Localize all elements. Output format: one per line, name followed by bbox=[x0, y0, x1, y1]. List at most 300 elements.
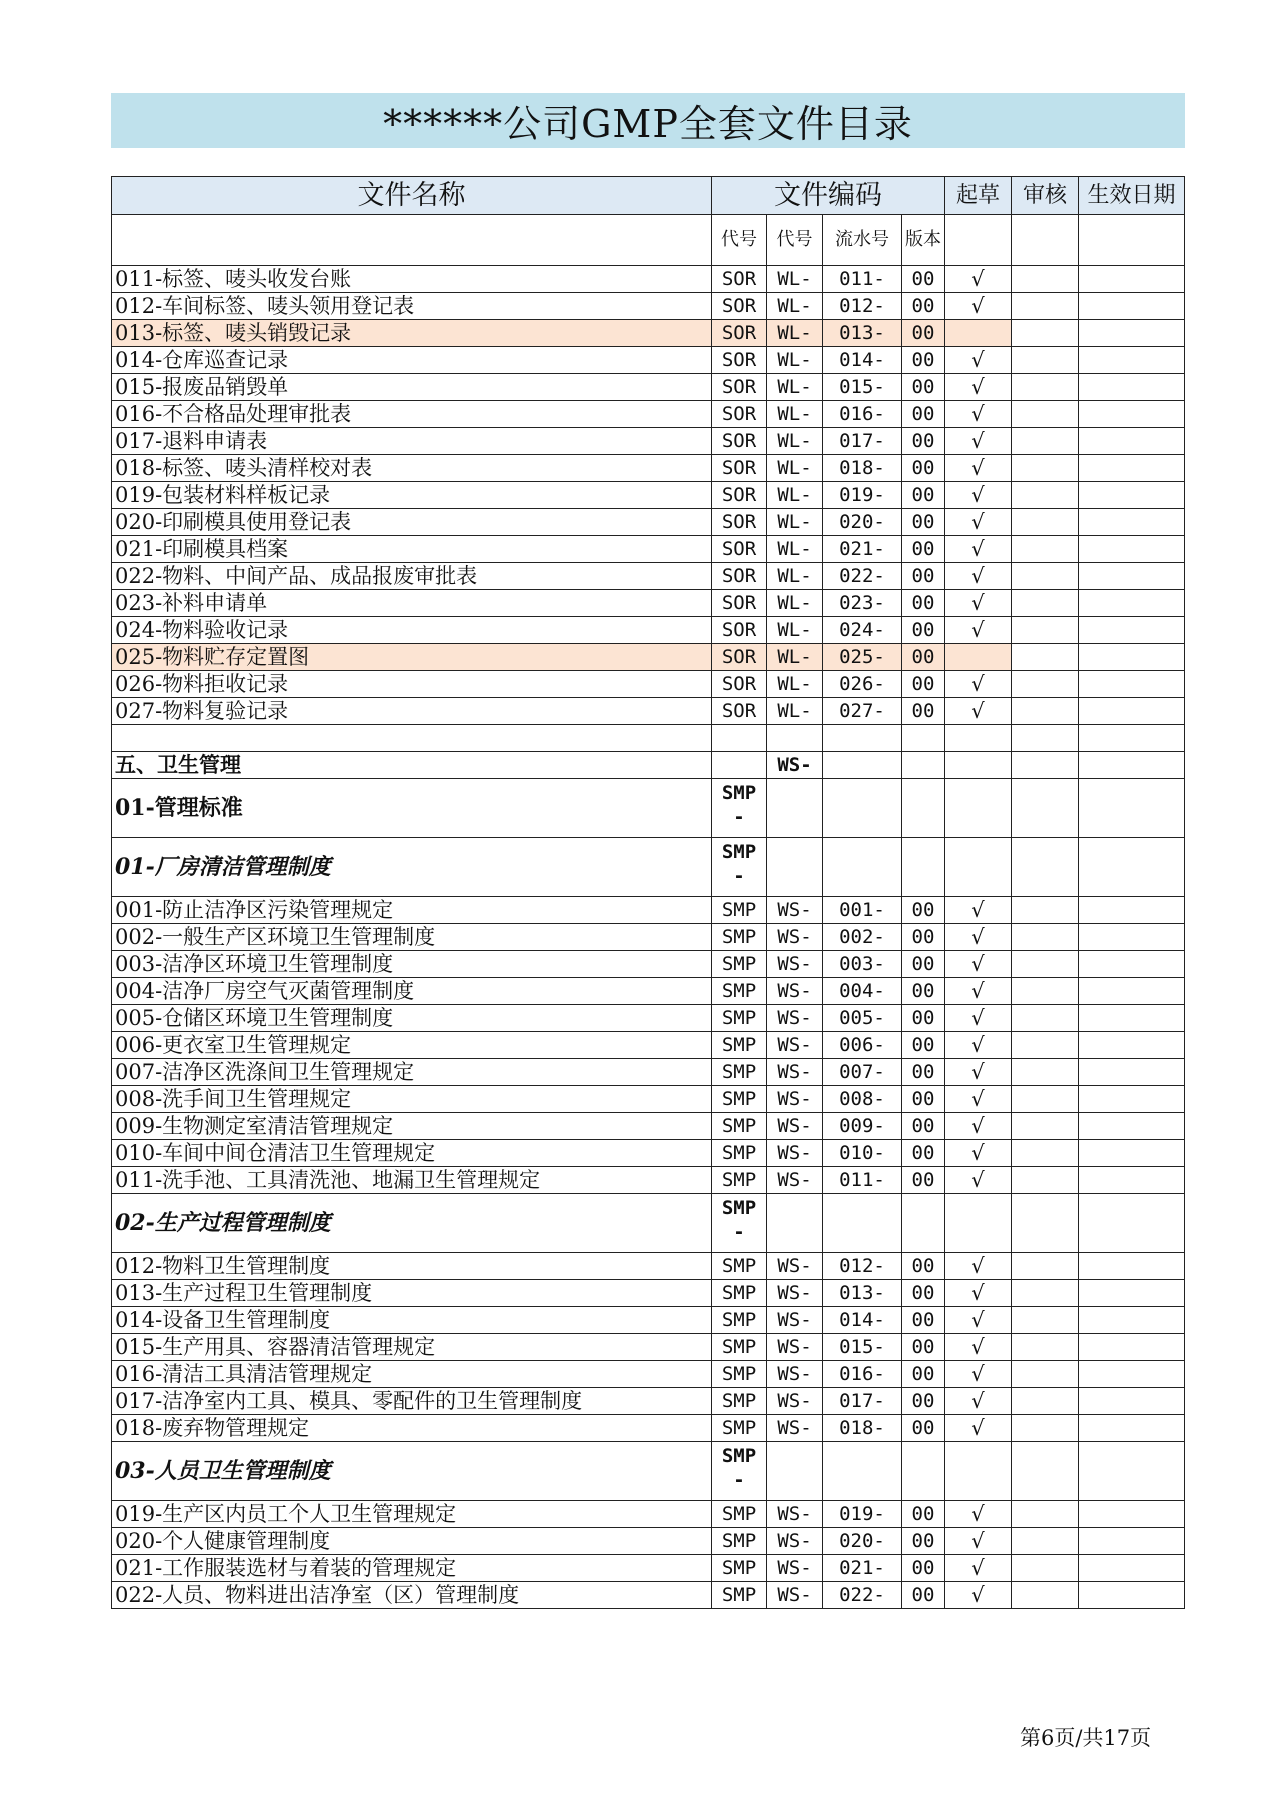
code-dept: WS- bbox=[767, 1167, 823, 1194]
effective-date-cell bbox=[1079, 509, 1185, 536]
serial-number: 002- bbox=[823, 924, 902, 951]
draft-check: √ bbox=[945, 1307, 1012, 1334]
serial-number: 012- bbox=[823, 293, 902, 320]
empty-cell bbox=[902, 1194, 945, 1253]
empty-cell bbox=[945, 838, 1012, 897]
code-dept: WS- bbox=[767, 1032, 823, 1059]
code-prefix: SOR bbox=[712, 509, 767, 536]
code-dept: WL- bbox=[767, 347, 823, 374]
table-row bbox=[112, 951, 1185, 978]
effective-date-cell bbox=[1079, 1415, 1185, 1442]
empty-cell bbox=[767, 1442, 823, 1501]
review-cell bbox=[1012, 1005, 1079, 1032]
empty-cell bbox=[1079, 1194, 1185, 1253]
version: 00 bbox=[902, 924, 945, 951]
review-cell bbox=[1012, 563, 1079, 590]
draft-check: √ bbox=[945, 1059, 1012, 1086]
code-dept: WL- bbox=[767, 590, 823, 617]
header-draft: 起草 bbox=[945, 177, 1012, 215]
table-row bbox=[112, 1361, 1185, 1388]
effective-date-cell bbox=[1079, 897, 1185, 924]
table-row bbox=[112, 347, 1185, 374]
code-dept: WL- bbox=[767, 320, 823, 347]
code-dept: WS- bbox=[767, 1280, 823, 1307]
empty-cell bbox=[112, 725, 712, 752]
table-row bbox=[112, 1501, 1185, 1528]
empty-cell bbox=[902, 725, 945, 752]
effective-date-cell bbox=[1079, 1361, 1185, 1388]
code-prefix: SOR bbox=[712, 347, 767, 374]
serial-number: 020- bbox=[823, 1528, 902, 1555]
code-dept: WS- bbox=[767, 951, 823, 978]
code-dept: WS- bbox=[767, 1555, 823, 1582]
version: 00 bbox=[902, 1167, 945, 1194]
table-row bbox=[112, 978, 1185, 1005]
code-prefix: SOR bbox=[712, 374, 767, 401]
code-dept: WL- bbox=[767, 644, 823, 671]
draft-check: √ bbox=[945, 1086, 1012, 1113]
draft-check: √ bbox=[945, 401, 1012, 428]
empty-cell bbox=[1079, 838, 1185, 897]
empty-cell bbox=[1079, 779, 1185, 838]
category-code-dash: - bbox=[733, 1469, 745, 1491]
code-prefix: SMP bbox=[712, 1086, 767, 1113]
code-prefix: SOR bbox=[712, 644, 767, 671]
file-name: 022-物料、中间产品、成品报废审批表 bbox=[112, 563, 712, 590]
table-row bbox=[112, 698, 1185, 725]
empty-cell bbox=[767, 1194, 823, 1253]
category-row bbox=[112, 838, 1185, 897]
file-name: 022-人员、物料进出洁净室（区）管理制度 bbox=[112, 1582, 712, 1609]
serial-number: 022- bbox=[823, 1582, 902, 1609]
review-cell bbox=[1012, 897, 1079, 924]
effective-date-cell bbox=[1079, 1555, 1185, 1582]
table-row bbox=[112, 293, 1185, 320]
table-row bbox=[112, 924, 1185, 951]
review-cell bbox=[1012, 509, 1079, 536]
table-row bbox=[112, 1555, 1185, 1582]
review-cell bbox=[1012, 671, 1079, 698]
effective-date-cell bbox=[1079, 1307, 1185, 1334]
serial-number: 016- bbox=[823, 1361, 902, 1388]
serial-number: 013- bbox=[823, 1280, 902, 1307]
serial-number: 017- bbox=[823, 1388, 902, 1415]
category-code-prefix: SMP bbox=[721, 1197, 757, 1219]
version: 00 bbox=[902, 1280, 945, 1307]
version: 00 bbox=[902, 1582, 945, 1609]
empty-cell bbox=[1012, 1442, 1079, 1501]
draft-check: √ bbox=[945, 1032, 1012, 1059]
review-cell bbox=[1012, 482, 1079, 509]
file-name: 008-洗手间卫生管理规定 bbox=[112, 1086, 712, 1113]
draft-check: √ bbox=[945, 509, 1012, 536]
serial-number: 015- bbox=[823, 374, 902, 401]
draft-check: √ bbox=[945, 1280, 1012, 1307]
code-prefix: SMP bbox=[712, 1032, 767, 1059]
serial-number: 011- bbox=[823, 1167, 902, 1194]
category-title: 01-厂房清洁管理制度 bbox=[112, 838, 712, 897]
file-name: 026-物料拒收记录 bbox=[112, 671, 712, 698]
code-prefix: SOR bbox=[712, 482, 767, 509]
draft-check: √ bbox=[945, 897, 1012, 924]
code-prefix: SMP bbox=[712, 951, 767, 978]
empty-cell bbox=[712, 725, 767, 752]
code-dept: WS- bbox=[767, 1059, 823, 1086]
file-catalog-table bbox=[111, 176, 1185, 1609]
file-name: 020-个人健康管理制度 bbox=[112, 1528, 712, 1555]
effective-date-cell bbox=[1079, 1280, 1185, 1307]
version: 00 bbox=[902, 347, 945, 374]
serial-number: 013- bbox=[823, 320, 902, 347]
version: 00 bbox=[902, 1388, 945, 1415]
category-code bbox=[712, 1442, 767, 1501]
empty-cell bbox=[1012, 838, 1079, 897]
review-cell bbox=[1012, 1086, 1079, 1113]
serial-number: 016- bbox=[823, 401, 902, 428]
code-prefix: SMP bbox=[712, 1334, 767, 1361]
serial-number: 022- bbox=[823, 563, 902, 590]
table-row bbox=[112, 1334, 1185, 1361]
code-dept: WL- bbox=[767, 428, 823, 455]
serial-number: 018- bbox=[823, 1415, 902, 1442]
category-row bbox=[112, 1194, 1185, 1253]
code-prefix: SOR bbox=[712, 293, 767, 320]
category-code-dash: - bbox=[733, 865, 745, 887]
serial-number: 008- bbox=[823, 1086, 902, 1113]
effective-date-cell bbox=[1079, 924, 1185, 951]
file-name: 014-设备卫生管理制度 bbox=[112, 1307, 712, 1334]
review-cell bbox=[1012, 951, 1079, 978]
effective-date-cell bbox=[1079, 374, 1185, 401]
header-file-code: 文件编码 bbox=[712, 177, 945, 215]
file-name: 016-不合格品处理审批表 bbox=[112, 401, 712, 428]
effective-date-cell bbox=[1079, 1388, 1185, 1415]
effective-date-cell bbox=[1079, 428, 1185, 455]
file-name: 017-退料申请表 bbox=[112, 428, 712, 455]
review-cell bbox=[1012, 1140, 1079, 1167]
subheader-row bbox=[112, 215, 1185, 266]
version: 00 bbox=[902, 978, 945, 1005]
code-dept: WL- bbox=[767, 671, 823, 698]
empty-cell bbox=[823, 779, 902, 838]
version: 00 bbox=[902, 266, 945, 293]
draft-check: √ bbox=[945, 1388, 1012, 1415]
draft-check: √ bbox=[945, 1005, 1012, 1032]
table-row bbox=[112, 455, 1185, 482]
serial-number: 027- bbox=[823, 698, 902, 725]
file-name: 016-清洁工具清洁管理规定 bbox=[112, 1361, 712, 1388]
serial-number: 025- bbox=[823, 644, 902, 671]
review-cell bbox=[1012, 293, 1079, 320]
effective-date-cell bbox=[1079, 1005, 1185, 1032]
empty-cell bbox=[823, 752, 902, 779]
serial-number: 006- bbox=[823, 1032, 902, 1059]
table-row bbox=[112, 1415, 1185, 1442]
file-name: 006-更衣室卫生管理规定 bbox=[112, 1032, 712, 1059]
version: 00 bbox=[902, 617, 945, 644]
code-prefix: SMP bbox=[712, 924, 767, 951]
draft-check: √ bbox=[945, 617, 1012, 644]
file-name: 015-报废品销毁单 bbox=[112, 374, 712, 401]
draft-check: √ bbox=[945, 698, 1012, 725]
version: 00 bbox=[902, 320, 945, 347]
page-number: 第6页/共17页 bbox=[1020, 1726, 1152, 1750]
file-name: 021-印刷模具档案 bbox=[112, 536, 712, 563]
section-title: 五、卫生管理 bbox=[112, 752, 712, 779]
code-dept: WL- bbox=[767, 563, 823, 590]
table-row bbox=[112, 563, 1185, 590]
empty-cell bbox=[902, 838, 945, 897]
effective-date-cell bbox=[1079, 1032, 1185, 1059]
table-row bbox=[112, 644, 1185, 671]
review-cell bbox=[1012, 1032, 1079, 1059]
code-prefix: SMP bbox=[712, 1167, 767, 1194]
category-title: 02-生产过程管理制度 bbox=[112, 1194, 712, 1253]
category-code-dash: - bbox=[733, 1221, 745, 1243]
file-name: 027-物料复验记录 bbox=[112, 698, 712, 725]
file-name: 015-生产用具、容器清洁管理规定 bbox=[112, 1334, 712, 1361]
effective-date-cell bbox=[1079, 590, 1185, 617]
empty-cell bbox=[1012, 779, 1079, 838]
serial-number: 020- bbox=[823, 509, 902, 536]
effective-date-cell bbox=[1079, 563, 1185, 590]
effective-date-cell bbox=[1079, 482, 1185, 509]
effective-date-cell bbox=[1079, 1528, 1185, 1555]
code-dept: WL- bbox=[767, 374, 823, 401]
file-name: 007-洁净区洗涤间卫生管理规定 bbox=[112, 1059, 712, 1086]
category-code-prefix: SMP bbox=[721, 841, 757, 863]
review-cell bbox=[1012, 1361, 1079, 1388]
effective-date-cell bbox=[1079, 951, 1185, 978]
draft-check: √ bbox=[945, 1361, 1012, 1388]
empty-cell bbox=[945, 1442, 1012, 1501]
code-dept: WS- bbox=[767, 978, 823, 1005]
review-cell bbox=[1012, 924, 1079, 951]
file-name: 018-废弃物管理规定 bbox=[112, 1415, 712, 1442]
review-cell bbox=[1012, 401, 1079, 428]
code-dept: WS- bbox=[767, 1113, 823, 1140]
code-prefix: SOR bbox=[712, 266, 767, 293]
empty-cell bbox=[1079, 752, 1185, 779]
table-row bbox=[112, 482, 1185, 509]
empty-cell bbox=[1079, 725, 1185, 752]
version: 00 bbox=[902, 1140, 945, 1167]
version: 00 bbox=[902, 482, 945, 509]
version: 00 bbox=[902, 644, 945, 671]
review-cell bbox=[1012, 536, 1079, 563]
serial-number: 021- bbox=[823, 1555, 902, 1582]
review-cell bbox=[1012, 266, 1079, 293]
review-cell bbox=[1012, 1253, 1079, 1280]
subheader-version: 版本 bbox=[902, 215, 945, 266]
review-cell bbox=[1012, 1113, 1079, 1140]
table-row bbox=[112, 428, 1185, 455]
effective-date-cell bbox=[1079, 1167, 1185, 1194]
code-dept: WL- bbox=[767, 536, 823, 563]
serial-number: 023- bbox=[823, 590, 902, 617]
code-dept: WS- bbox=[767, 1307, 823, 1334]
section-code: WS- bbox=[767, 752, 823, 779]
empty-cell bbox=[945, 725, 1012, 752]
table-row bbox=[112, 1253, 1185, 1280]
serial-number: 010- bbox=[823, 1140, 902, 1167]
code-prefix: SMP bbox=[712, 1253, 767, 1280]
table-row bbox=[112, 536, 1185, 563]
version: 00 bbox=[902, 1528, 945, 1555]
serial-number: 007- bbox=[823, 1059, 902, 1086]
review-cell bbox=[1012, 1415, 1079, 1442]
code-prefix: SOR bbox=[712, 536, 767, 563]
review-cell bbox=[1012, 1059, 1079, 1086]
code-prefix: SOR bbox=[712, 698, 767, 725]
draft-check: √ bbox=[945, 1140, 1012, 1167]
version: 00 bbox=[902, 509, 945, 536]
review-cell bbox=[1012, 1501, 1079, 1528]
serial-number: 003- bbox=[823, 951, 902, 978]
empty-cell bbox=[1012, 725, 1079, 752]
code-dept: WL- bbox=[767, 266, 823, 293]
subheader-blank bbox=[112, 215, 712, 266]
code-dept: WL- bbox=[767, 293, 823, 320]
code-dept: WS- bbox=[767, 1388, 823, 1415]
code-dept: WS- bbox=[767, 924, 823, 951]
review-cell bbox=[1012, 1334, 1079, 1361]
file-name: 023-补料申请单 bbox=[112, 590, 712, 617]
version: 00 bbox=[902, 1415, 945, 1442]
effective-date-cell bbox=[1079, 1059, 1185, 1086]
header-row bbox=[112, 177, 1185, 215]
serial-number: 019- bbox=[823, 482, 902, 509]
serial-number: 017- bbox=[823, 428, 902, 455]
table-row bbox=[112, 1032, 1185, 1059]
table-row bbox=[112, 1528, 1185, 1555]
effective-date-cell bbox=[1079, 1253, 1185, 1280]
empty-cell bbox=[1012, 752, 1079, 779]
review-cell bbox=[1012, 1167, 1079, 1194]
version: 00 bbox=[902, 1059, 945, 1086]
draft-check: √ bbox=[945, 924, 1012, 951]
table-row bbox=[112, 374, 1185, 401]
table-row bbox=[112, 1113, 1185, 1140]
empty-cell bbox=[902, 1442, 945, 1501]
version: 00 bbox=[902, 897, 945, 924]
review-cell bbox=[1012, 1555, 1079, 1582]
code-prefix: SMP bbox=[712, 1415, 767, 1442]
review-cell bbox=[1012, 347, 1079, 374]
version: 00 bbox=[902, 401, 945, 428]
file-name: 005-仓储区环境卫生管理制度 bbox=[112, 1005, 712, 1032]
serial-number: 009- bbox=[823, 1113, 902, 1140]
empty-cell bbox=[823, 1194, 902, 1253]
draft-check bbox=[945, 644, 1012, 671]
code-dept: WS- bbox=[767, 1334, 823, 1361]
review-cell bbox=[1012, 978, 1079, 1005]
table-row bbox=[112, 1140, 1185, 1167]
empty-cell bbox=[945, 752, 1012, 779]
draft-check: √ bbox=[945, 428, 1012, 455]
file-name: 021-工作服装选材与着装的管理规定 bbox=[112, 1555, 712, 1582]
version: 00 bbox=[902, 1501, 945, 1528]
review-cell bbox=[1012, 320, 1079, 347]
file-name: 017-洁净室内工具、模具、零配件的卫生管理制度 bbox=[112, 1388, 712, 1415]
effective-date-cell bbox=[1079, 401, 1185, 428]
effective-date-cell bbox=[1079, 320, 1185, 347]
file-name: 019-生产区内员工个人卫生管理规定 bbox=[112, 1501, 712, 1528]
code-dept: WL- bbox=[767, 482, 823, 509]
code-dept: WL- bbox=[767, 401, 823, 428]
category-code bbox=[712, 838, 767, 897]
empty-cell bbox=[823, 838, 902, 897]
serial-number: 011- bbox=[823, 266, 902, 293]
effective-date-cell bbox=[1079, 1334, 1185, 1361]
file-name: 001-防止洁净区污染管理规定 bbox=[112, 897, 712, 924]
version: 00 bbox=[902, 951, 945, 978]
code-prefix: SMP bbox=[712, 897, 767, 924]
header-review: 审核 bbox=[1012, 177, 1079, 215]
code-prefix: SMP bbox=[712, 1059, 767, 1086]
file-name: 019-包装材料样板记录 bbox=[112, 482, 712, 509]
version: 00 bbox=[902, 590, 945, 617]
table-row bbox=[112, 401, 1185, 428]
version: 00 bbox=[902, 1334, 945, 1361]
effective-date-cell bbox=[1079, 347, 1185, 374]
file-name: 020-印刷模具使用登记表 bbox=[112, 509, 712, 536]
file-name: 012-车间标签、唛头领用登记表 bbox=[112, 293, 712, 320]
empty-cell bbox=[945, 1194, 1012, 1253]
code-prefix: SMP bbox=[712, 1388, 767, 1415]
draft-check: √ bbox=[945, 1334, 1012, 1361]
file-name: 014-仓库巡查记录 bbox=[112, 347, 712, 374]
file-name: 009-生物测定室清洁管理规定 bbox=[112, 1113, 712, 1140]
header-file-name: 文件名称 bbox=[112, 177, 712, 215]
code-dept: WL- bbox=[767, 617, 823, 644]
effective-date-cell bbox=[1079, 266, 1185, 293]
file-name: 011-标签、唛头收发台账 bbox=[112, 266, 712, 293]
version: 00 bbox=[902, 536, 945, 563]
code-dept: WS- bbox=[767, 1415, 823, 1442]
draft-check: √ bbox=[945, 374, 1012, 401]
code-prefix: SOR bbox=[712, 671, 767, 698]
draft-check: √ bbox=[945, 293, 1012, 320]
file-name: 003-洁净区环境卫生管理制度 bbox=[112, 951, 712, 978]
table-row bbox=[112, 509, 1185, 536]
file-name: 024-物料验收记录 bbox=[112, 617, 712, 644]
table-row bbox=[112, 617, 1185, 644]
version: 00 bbox=[902, 1555, 945, 1582]
code-dept: WS- bbox=[767, 1253, 823, 1280]
serial-number: 012- bbox=[823, 1253, 902, 1280]
code-prefix: SOR bbox=[712, 590, 767, 617]
draft-check: √ bbox=[945, 1113, 1012, 1140]
empty-cell bbox=[945, 779, 1012, 838]
draft-check: √ bbox=[945, 951, 1012, 978]
subheader-serial: 流水号 bbox=[823, 215, 902, 266]
serial-number: 014- bbox=[823, 347, 902, 374]
review-cell bbox=[1012, 1582, 1079, 1609]
code-prefix: SMP bbox=[712, 1307, 767, 1334]
table-row bbox=[112, 1167, 1185, 1194]
subheader-code2: 代号 bbox=[767, 215, 823, 266]
empty-cell bbox=[712, 752, 767, 779]
draft-check bbox=[945, 320, 1012, 347]
version: 00 bbox=[902, 563, 945, 590]
blank-row bbox=[112, 725, 1185, 752]
code-prefix: SMP bbox=[712, 1555, 767, 1582]
review-cell bbox=[1012, 698, 1079, 725]
file-name: 004-洁净厂房空气灭菌管理制度 bbox=[112, 978, 712, 1005]
serial-number: 024- bbox=[823, 617, 902, 644]
code-dept: WS- bbox=[767, 1005, 823, 1032]
